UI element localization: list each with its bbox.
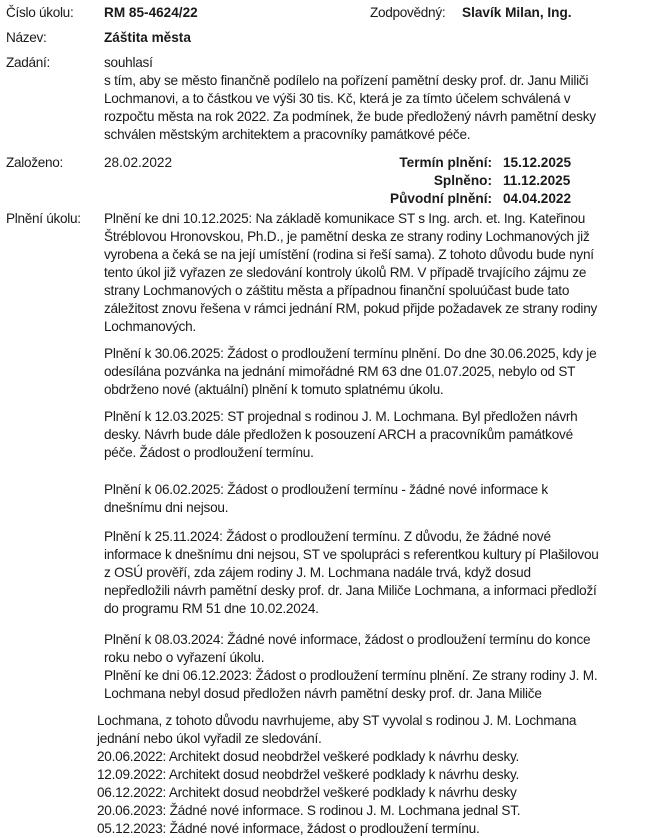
assignment-line: rozpočtu města na rok 2022. Za podmínek, že bude předložený návrh pamětní desky [104,109,596,124]
progress-line: Plnění k 30.06.2025: Žádost o prodloužení termínu plnění. Do dne 30.06.2025, kdy je [104,346,597,361]
deadline-value: 15.12.2025 [503,155,572,170]
progress-line: 05.12.2023: Žádné nové informace, žádost o prodloužení termínu. [97,821,480,836]
progress-line: Plnění k 12.03.2025: ST projednal s rodinou J. M. Lochmana. Byl předložen návrh [104,409,578,424]
progress-entry [97,712,657,838]
progress-line: jednání nebo úkol vyřadil ze sledování. [97,731,322,746]
progress-entry [104,528,664,618]
progress-line: obdrženo nové (aktuální) plnění k tomuto splatnému úkolu. [104,382,444,397]
progress-line: nepředložili návrh pamětní desky prof. dr. Jana Miliče Lochmana, a informaci předloží [104,583,597,598]
progress-line: 12.09.2022: Architekt dosud neobdržel veškeré podklady k návrhu desky. [97,767,520,782]
progress-line: Plnění k 08.03.2024: Žádné nové informace, žádost o prodloužení termínu do konce [104,632,591,647]
assignment-line: s tím, aby se město finančně podílelo na pořízení pamětní desky prof. dr. Janu Miliči [104,73,589,88]
progress-line: 20.06.2023: Žádné nové informace. S rodinou J. M. Lochmana jednal ST. [97,803,521,818]
created-label: Založeno: [6,155,63,170]
assignment-line: schválen městským architektem a pracovníky památkové péče. [104,127,471,142]
responsible-value: Slavík Milan, Ing. [462,5,572,20]
task-number-label: Číslo úkolu: [6,5,74,20]
progress-line: vyrobena a čeká se na její umístění (rodina si řeší sama). Z tohoto důvodu bude nyní [104,247,594,262]
original-deadline-value: 04.04.2022 [503,191,572,206]
progress-line: Lochmana, z tohoto důvodu navrhujeme, aby ST vyvolal s rodinou J. M. Lochmana [97,713,577,728]
progress-line: Štréblovou Hronovskou, Ph.D., je pamětní deska ze strany rodiny Lochmanových již [104,229,590,244]
progress-line: péče. Žádost o prodloužení termínu. [104,445,314,460]
fulfilled-label: Splněno: [433,173,492,188]
progress-line: záležitost znovu řešena v rámci jednání RM, pokud přijde požadavek ze strany rodiny [104,301,598,316]
assignment-line: souhlasí [104,55,153,70]
progress-line: Plnění k 25.11.2024: Žádost o prodloužení termínu. Z důvodu, že žádné nové [104,529,551,544]
progress-line: desky. Návrh bude dále předložen k posouzení ARCH a pracovníkům památkové [104,427,573,442]
assignment-text [104,54,664,144]
progress-line: dnešnímu dni nejsou. [104,500,229,515]
date-values [503,154,571,208]
progress-line: 20.06.2022: Architekt dosud neobdržel veškeré podklady k návrhu desky. [97,749,520,764]
progress-line: 06.12.2022: Architekt dosud neobdržel veškeré podklady k návrhu desky [97,785,517,800]
progress-line: roku nebo o vyřazení úkolu. [104,650,265,665]
progress-entry [104,408,664,462]
progress-label: Plnění úkolu: [6,211,81,226]
task-name-value: Záštita města [104,30,191,45]
progress-line: Lochmanových. [104,319,196,334]
responsible-label: Zodpovědný: [370,5,446,20]
task-name-label: Název: [6,30,47,45]
progress-line: Plnění k 06.02.2025: Žádost o prodloužení termínu - žádné nové informace k [104,482,548,497]
progress-line: tento úkol již vyřazen ze sledování kontroly úkolů RM. V případě trvajícího zájmu ze [104,265,587,280]
progress-line: informace k dnešnímu dni nejsou, ST ve spolupráci s referentkou kultury pí Plašilovou [104,547,599,562]
progress-line: z OSÚ prověří, zda zájem rodiny J. M. Lochmana nadále trvá, když dosud [104,565,531,580]
progress-entry [104,481,664,517]
assignment-label: Zadání: [6,55,50,70]
progress-entry [104,345,664,399]
deadline-label: Termín plnění: [399,155,492,170]
assignment-line: Lochmanovi, a to částkou ve výši 30 tis. Kč, která je za tímto účelem schválená v [104,91,571,106]
progress-line: strany Lochmanových o záštitu města a případnou finanční spoluúčast bude tato [104,283,570,298]
task-number-value: RM 85-4624/22 [104,5,198,20]
progress-entry [104,210,664,336]
created-value: 28.02.2022 [104,155,173,170]
progress-line: Plnění ke dni 06.12.2023: Žádost o prodloužení termínu plnění. Ze strany rodiny J. M. [104,668,598,683]
progress-line: Lochmana nebyl dosud předložen návrh pamětní desky prof. dr. Jana Miliče [104,686,542,701]
original-deadline-label: Původní plnění: [390,191,492,206]
progress-line: do programu RM 51 dne 10.02.2024. [104,601,319,616]
progress-line: odesílána pozvánka na jednání mimořádné RM 63 dne 01.07.2025, nebylo od ST [104,364,576,379]
progress-entry [104,631,664,703]
date-labels [300,154,492,208]
fulfilled-value: 11.12.2025 [503,173,571,188]
progress-line: Plnění ke dni 10.12.2025: Na základě komunikace ST s Ing. arch. et. Ing. Kateřinou [104,211,586,226]
